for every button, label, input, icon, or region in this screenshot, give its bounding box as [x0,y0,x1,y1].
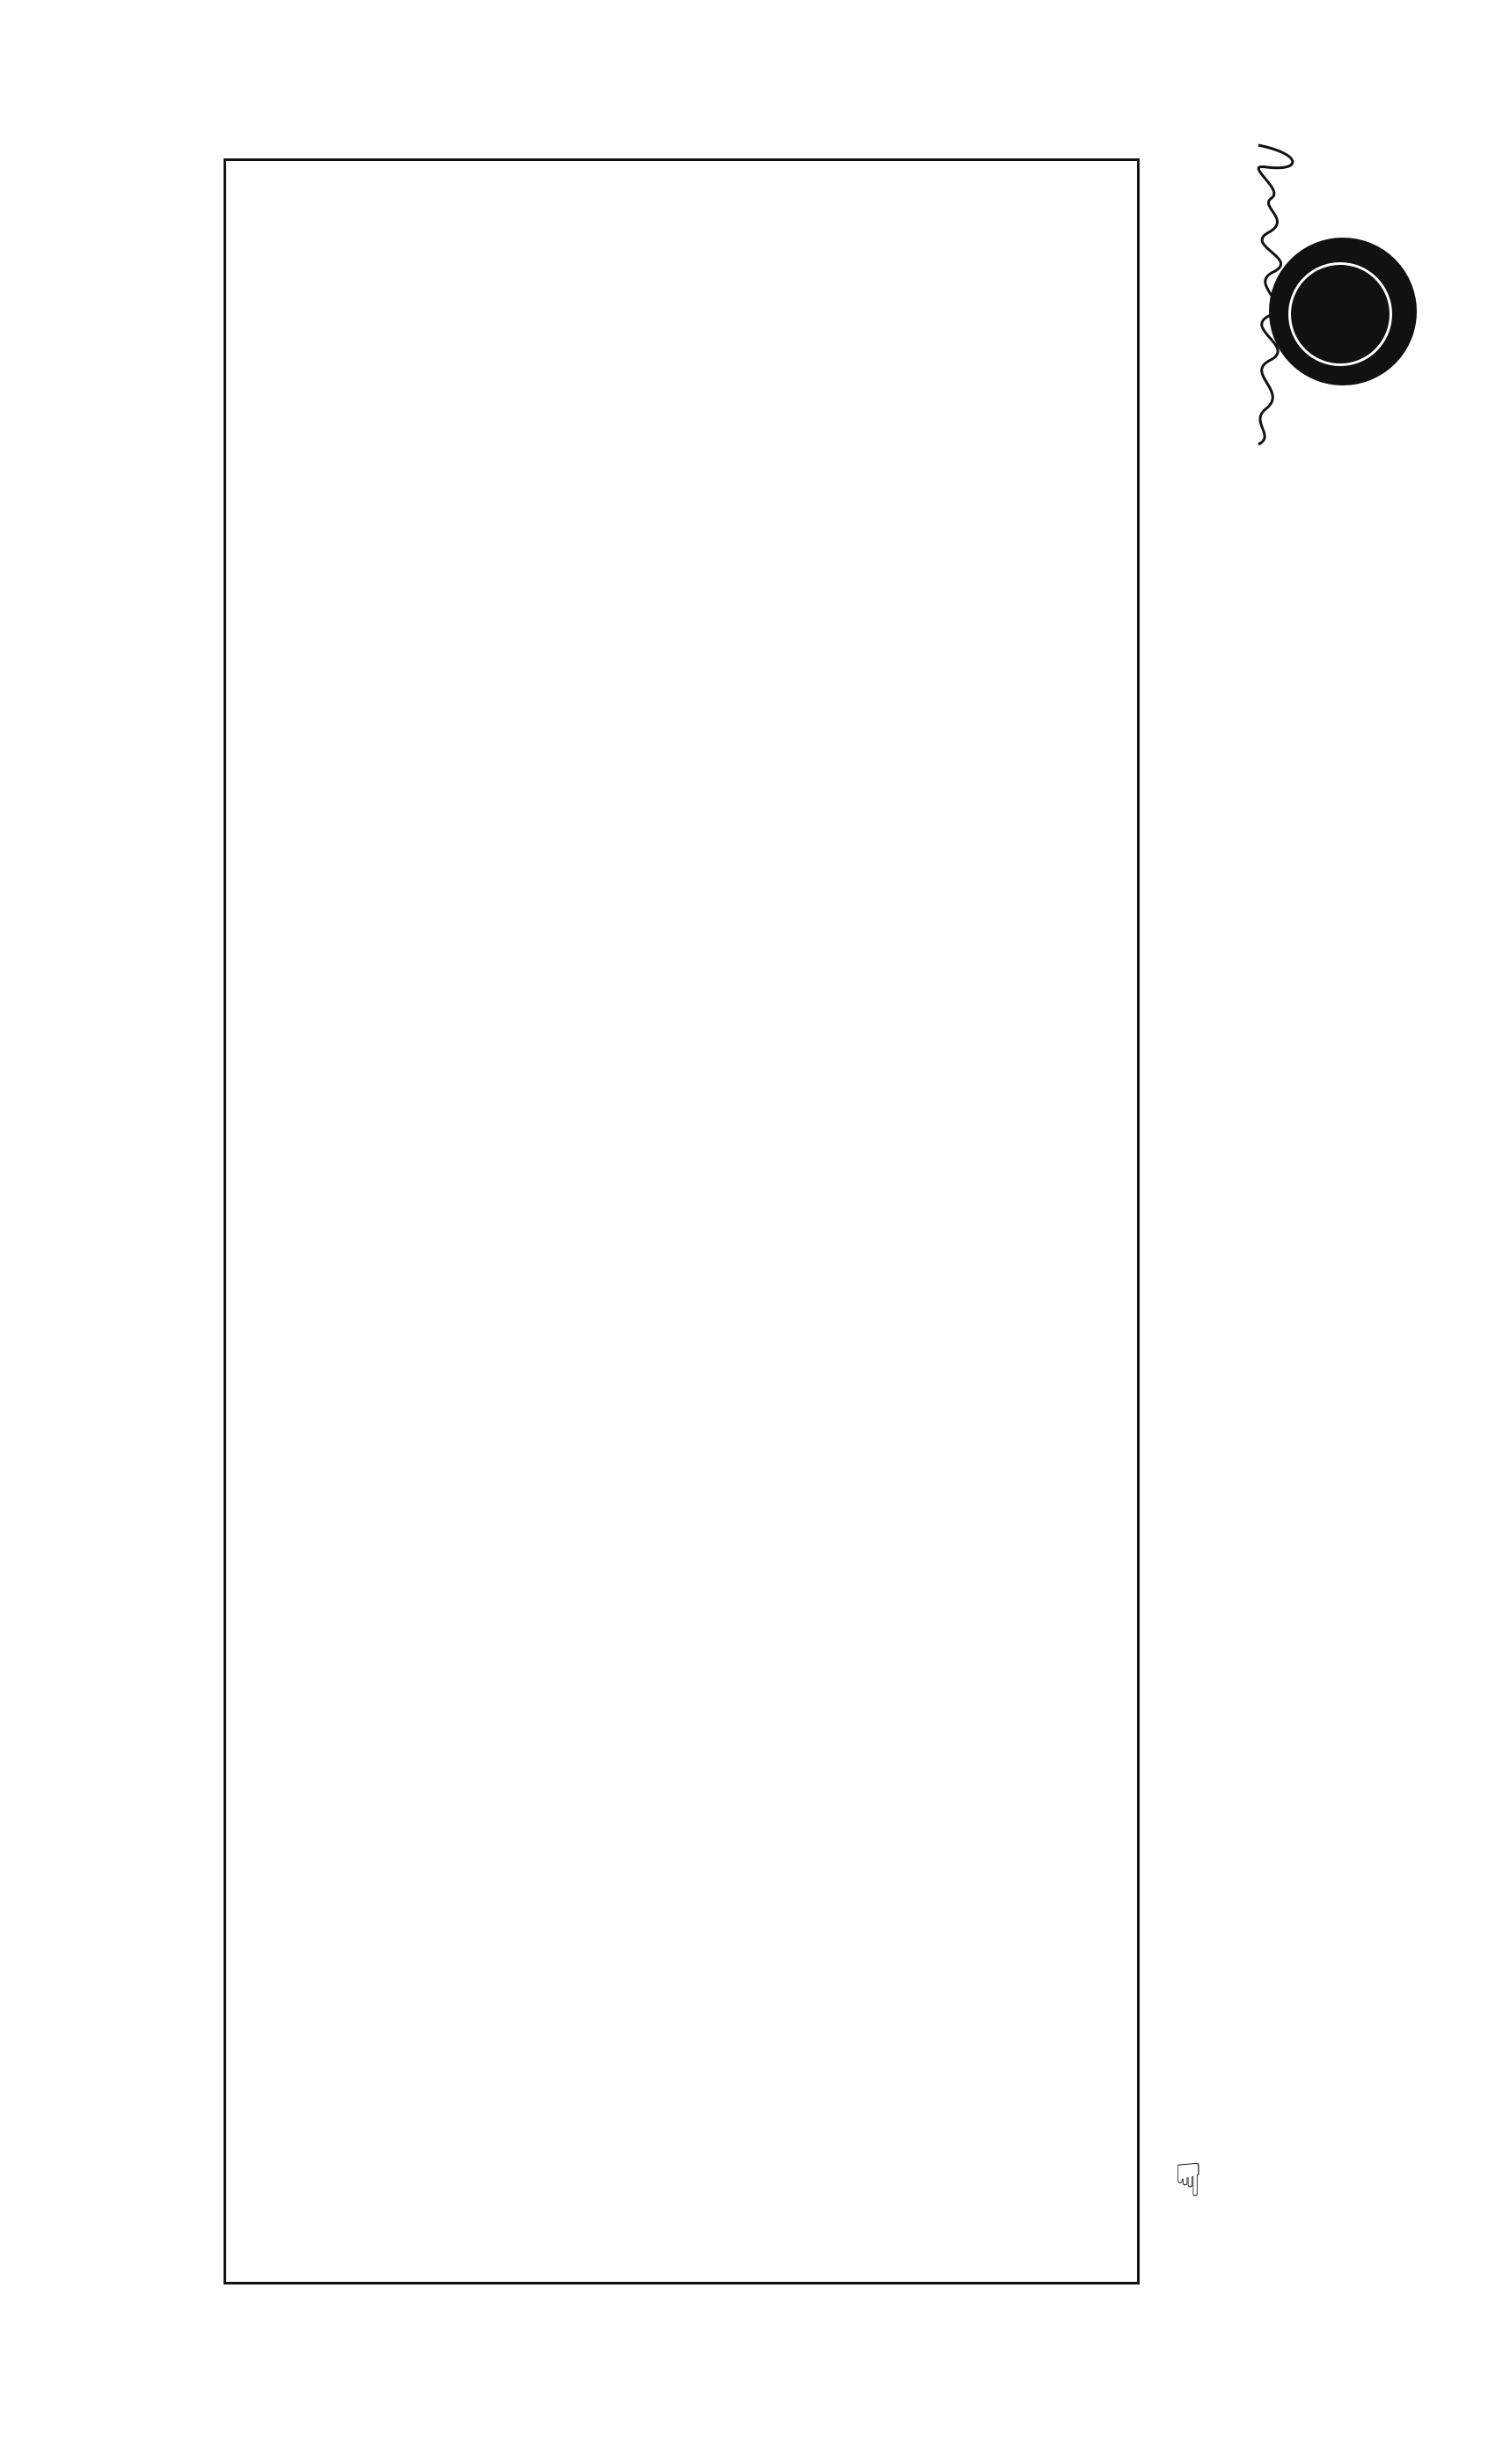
clerk-signature-icon [1223,136,1320,453]
pointing-hand-icon: ☞ [1162,2159,1214,2200]
ballot-page [26,141,1452,2358]
ballot-grid [224,158,1140,2284]
office-title-header [1027,181,1137,406]
